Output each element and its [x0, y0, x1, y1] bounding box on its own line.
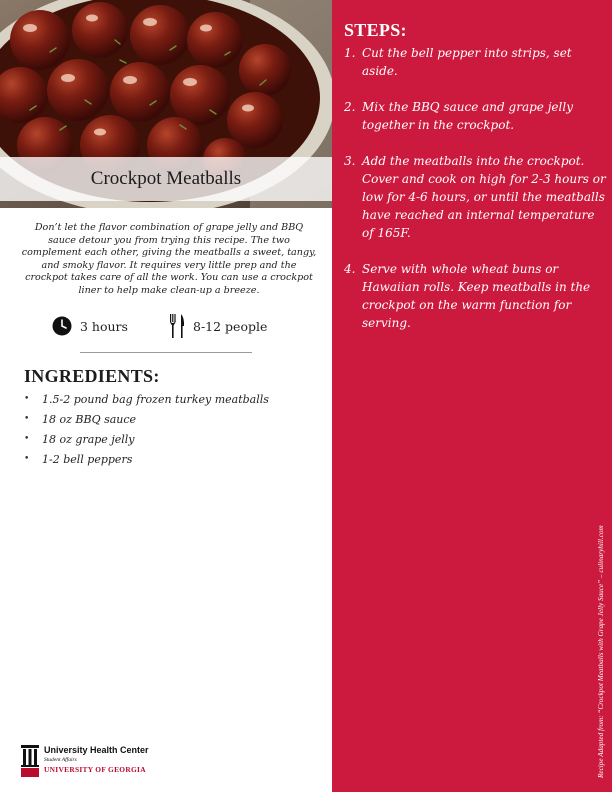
- step-number: 2.: [344, 100, 356, 114]
- steps-panel: [332, 0, 612, 792]
- clock-icon: [52, 316, 72, 340]
- uga-logo: [20, 744, 220, 778]
- cook-time: 3 hours: [80, 319, 128, 334]
- step-number: 3.: [344, 154, 356, 168]
- step-text: Cut the bell pepper into strips, set aside.: [362, 46, 572, 78]
- recipe-intro: Don’t let the flavor combination of grape jelly and BBQ sauce detour you from trying this recipe. The two complement each other, giving the meatballs a sweet, tangy, and smoky flavor. It requires very little prep and the crockpot takes care of all the work. You can use a crockpot liner to help make clean-up a breeze.: [21, 222, 317, 296]
- fork-knife-icon: [168, 313, 186, 343]
- list-item: • 18 oz BBQ sauce: [24, 412, 269, 432]
- steps-heading: STEPS:: [344, 20, 407, 40]
- step-number: 4.: [344, 262, 356, 276]
- list-item: • 1-2 bell peppers: [24, 452, 269, 472]
- arch-logo-icon: [20, 744, 40, 782]
- logo-line-3: UNIVERSITY OF GEORGIA: [44, 765, 146, 774]
- step-text: Mix the BBQ sauce and grape jelly together in the crockpot.: [362, 100, 573, 132]
- step-text: Add the meatballs into the crockpot. Cover and cook on high for 2-3 hours or low for 4-6 hours, or until the meatballs have reached an internal temperature of 165F.: [362, 154, 606, 240]
- recipe-title: Crockpot Meatballs: [90, 168, 242, 189]
- list-item: • 18 oz grape jelly: [24, 432, 269, 452]
- step-number: 1.: [344, 46, 356, 60]
- title-band: [0, 157, 332, 201]
- logo-line-1: University Health Center: [44, 745, 149, 755]
- recipe-meta: [0, 312, 332, 342]
- ingredients-list: [24, 392, 269, 472]
- recipe-credit: Recipe Adapted from: “Crockpot Meatballs with Grape Jelly Sauce” – culinaryhill.com: [597, 525, 605, 778]
- ingredients-heading: INGREDIENTS:: [24, 366, 160, 386]
- divider: [80, 352, 252, 353]
- servings: 8-12 people: [193, 319, 268, 334]
- list-item: • 1.5-2 pound bag frozen turkey meatballs: [24, 392, 269, 412]
- step-text: Serve with whole wheat buns or Hawaiian rolls. Keep meatballs in the crockpot on the warm function for serving.: [362, 262, 591, 330]
- logo-line-2: Student Affairs: [44, 757, 77, 763]
